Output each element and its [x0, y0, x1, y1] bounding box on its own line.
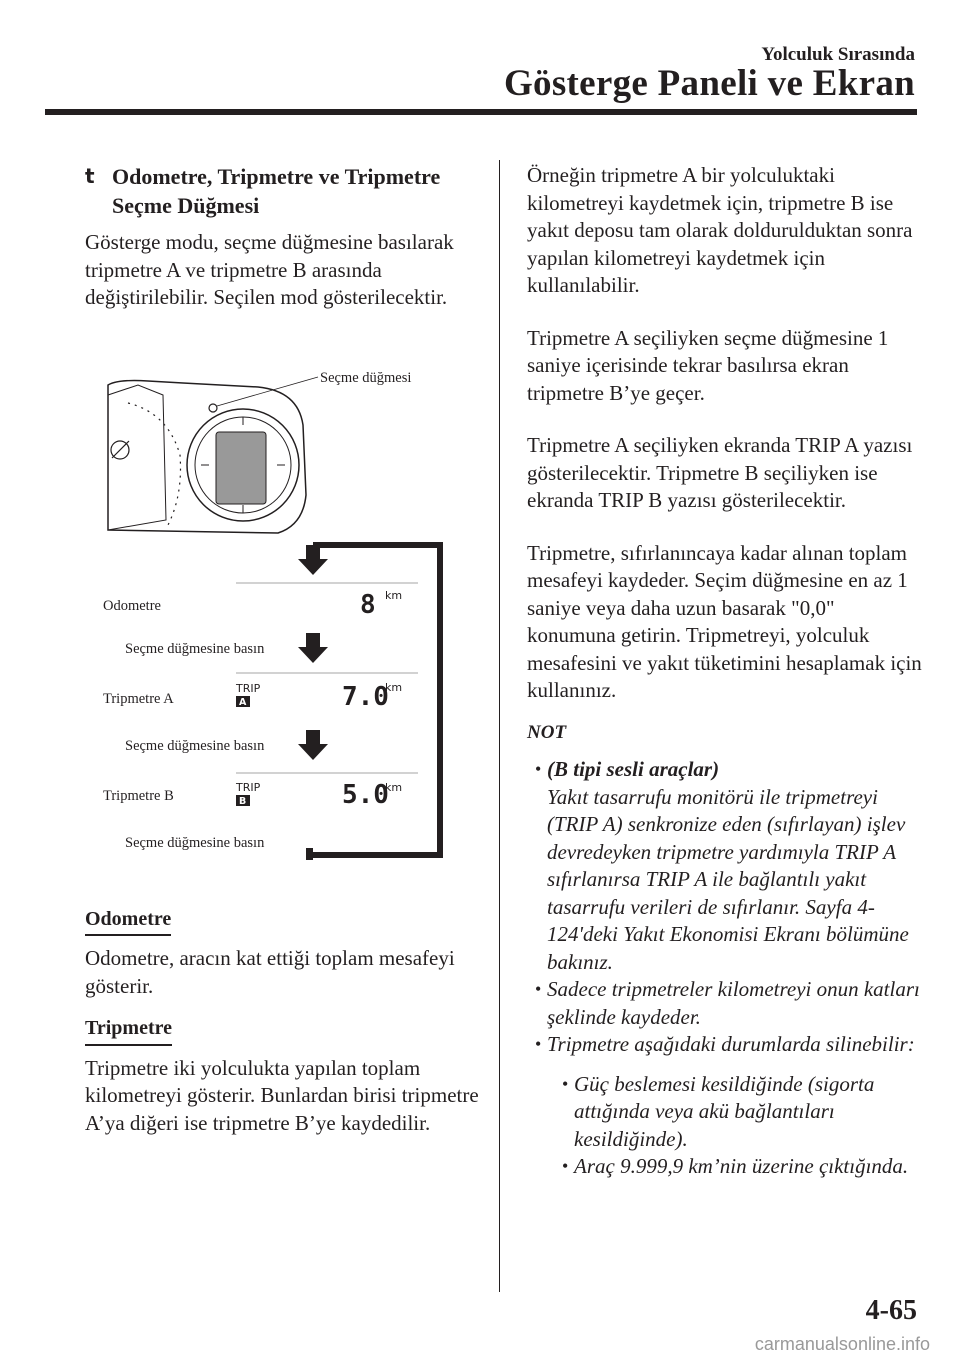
tripb-label: Tripmetre B: [103, 788, 174, 804]
odometer-diagram: [88, 355, 458, 860]
select-button-label: Seçme düğmesi: [320, 370, 412, 386]
select-button-icon: [209, 404, 217, 412]
bullet-icon: •: [535, 759, 542, 779]
press-label-3: Seçme düğmesine basın: [125, 835, 265, 851]
column-divider: [499, 160, 500, 1292]
odometer-unit: km: [385, 589, 403, 602]
note-subitem-2: • Araç 9.999,9 km’nin üzerine çıktığında.: [527, 1153, 922, 1181]
trip-b-letter: B: [239, 796, 247, 807]
tripa-unit: km: [385, 681, 403, 694]
press-label-2: Seçme düğmesine basın: [125, 738, 265, 754]
press-label-1: Seçme düğmesine basın: [125, 641, 265, 657]
paragraph-1: Örneğin tripmetre A bir yolculuktaki kilometreyi kaydetmek için, tripmetre B ise yakıt deposu tam olarak doldurulduktan sonra yapılan kilometreyi kaydetmek için kullanılabilir.: [527, 163, 913, 297]
running-header: Yolculuk Sırasında: [761, 44, 915, 65]
tripa-value: 7.0: [342, 682, 389, 712]
intro-paragraph: Gösterge modu, seçme düğmesine basılarak tripmetre A ve tripmetre B arasında değiştirilebilir. Seçilen mod gösterilecektir.: [85, 230, 454, 309]
tripmetre-heading: Tripmetre: [85, 1014, 480, 1046]
odometre-heading: Odometre: [85, 905, 480, 937]
trip-a-text: TRIP: [236, 682, 261, 695]
note-item-3: • Tripmetre aşağıdaki durumlarda silinebilir:: [527, 1031, 922, 1059]
trip-b-text: TRIP: [236, 781, 261, 794]
paragraph-2: Tripmetre A seçiliyken seçme düğmesine 1 saniye içerisinde tekrar basılırsa ekran tripmetre B’ye geçer.: [527, 325, 889, 405]
bullet-icon: •: [562, 1073, 569, 1094]
note-item-2: • Sadece tripmetreler kilometreyi onun katları şeklinde kaydeder.: [535, 977, 920, 1029]
watermark: carmanualsonline.info: [754, 1334, 930, 1354]
trip-a-letter: A: [239, 697, 247, 708]
note-heading: NOT: [527, 721, 567, 743]
page-number: 4-65: [865, 1295, 917, 1326]
tripa-label: Tripmetre A: [103, 691, 174, 707]
section-title: t Odometre, Tripmetre ve Tripmetre Seçme Düğmesi: [85, 164, 441, 218]
chapter-title: Gösterge Paneli ve Ekran: [503, 63, 915, 104]
note-subitem-1: • Güç beslemesi kesildiğinde (sigorta attığında veya akü bağlantıları kesildiğinde).: [562, 1071, 875, 1151]
paragraph-4: Tripmetre, sıfırlanıncaya kadar alınan toplam mesafeyi kaydeder. Seçim düğmesine en az 1 saniye veya daha uzun basarak "0,0" konumuna getirin. Tripmetreyi, yolculuk mesafesini ve yakıt tüketimini hesaplamak için kullanınız.: [527, 540, 922, 702]
bullet-icon: •: [562, 1156, 569, 1176]
mode-flow: [103, 545, 440, 860]
instrument-cluster: [108, 370, 411, 533]
tripb-unit: km: [385, 781, 403, 794]
paragraph-3: Tripmetre A seçiliyken ekranda TRIP A yazısı gösterilecektir. Tripmetre B seçiliyken ise ekranda TRIP B yazısı gösterilecektir.: [527, 433, 913, 512]
section-bullet-icon: t: [85, 164, 95, 188]
header-rule: [45, 109, 917, 115]
tripb-value: 5.0: [342, 780, 389, 810]
note-item-1: • (B tipi sesli araçlar) Yakıt tasarrufu monitörü ile tripmetreyi (TRIP A) senkronize eden (sıfırlayan) işlev devredeyken tripmetre yardımıyla TRIP A sıfırlanırsa TRIP A ile bağlantılı yakıt tasarrufu verileri de sıfırlanır. Sayfa 4-124'deki Yakıt Ekonomisi Ekranı bölümüne bakınız.: [535, 757, 909, 974]
bullet-icon: •: [535, 1034, 542, 1054]
odometer-value: 8: [360, 590, 376, 620]
tripmetre-paragraph: Tripmetre iki yolculukta yapılan toplam kilometreyi gösterir. Bunlardan birisi tripmetre A’ya diğeri ise tripmetre B’ye kaydedilir.: [85, 1055, 479, 1135]
odometre-paragraph: Odometre, aracın kat ettiği toplam mesafeyi gösterir.: [85, 946, 455, 998]
bullet-icon: •: [535, 979, 542, 999]
odometer-label: Odometre: [103, 598, 161, 614]
display-screen: [216, 432, 266, 504]
right-column: [527, 162, 922, 1181]
